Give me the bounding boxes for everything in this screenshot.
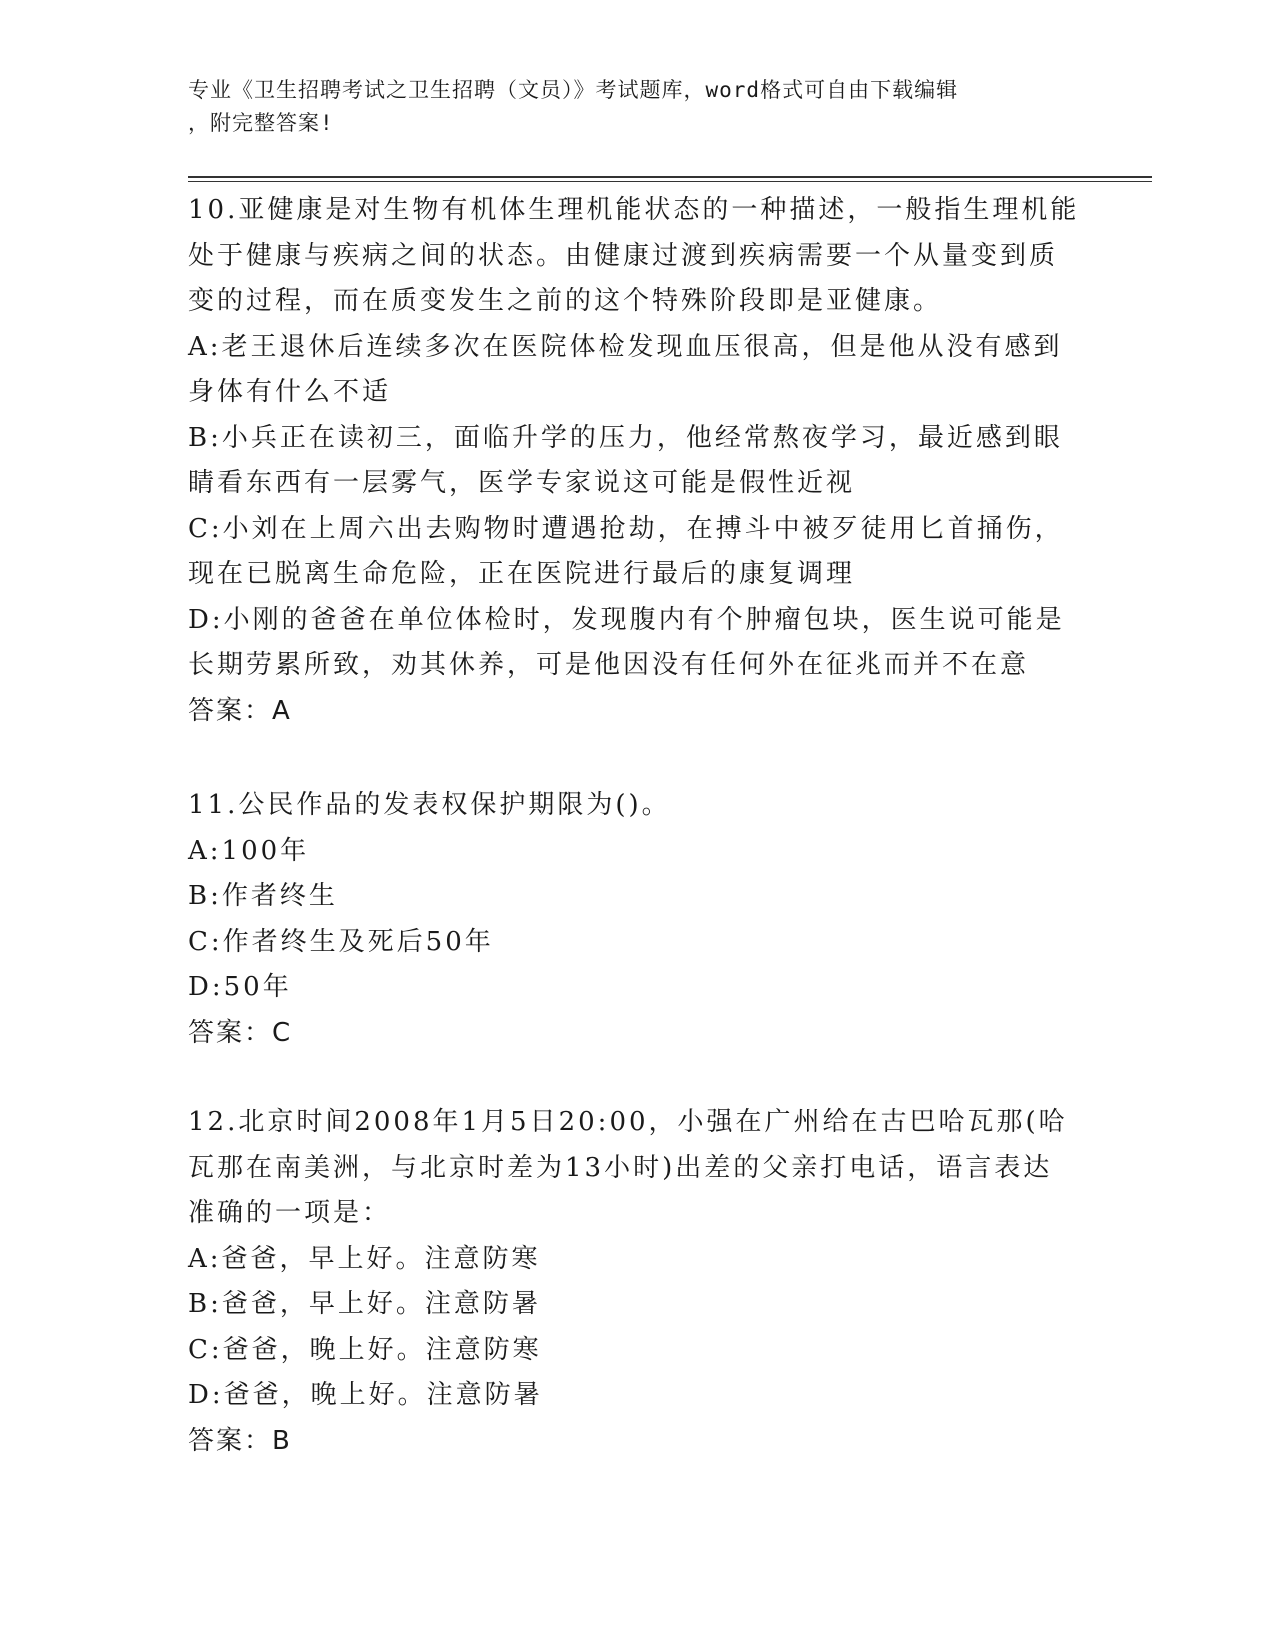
option-d-line: D:50年 [188,972,292,1002]
question-10 [188,188,1088,734]
header-line-2: ，附完整答案! [188,111,334,135]
option-a-line: A:100年 [188,835,310,866]
option-d-line: 长期劳累所致，劝其休养，可是他因没有任何外在征兆而并不在意 [188,650,1030,680]
question-11 [188,783,1088,1056]
option-a-line: A:爸爸，早上好。注意防寒 [188,1243,541,1274]
option-c-line: 现在已脱离生命危险，正在医院进行最后的康复调理 [188,559,856,589]
answer-label: 答案：A [188,695,292,726]
option-c-line: C:爸爸，晚上好。注意防寒 [188,1334,542,1365]
answer-label: 答案：C [188,1017,293,1048]
question-12 [188,1100,1088,1464]
option-a-line: A:老王退休后连续多次在医院体检发现血压很高，但是他从没有感到 [188,331,1063,362]
question-stem-line: 11.公民作品的发表权保护期限为()。 [188,790,671,820]
option-d-line: D:小刚的爸爸在单位体检时，发现腹内有个肿瘤包块，医生说可能是 [188,604,1065,635]
option-b-line: B:作者终生 [188,881,338,911]
document-header [188,74,1068,140]
option-b-line: B:爸爸，早上好。注意防暑 [188,1289,541,1319]
option-c-line: C:小刘在上周六出去购物时遭遇抢劫，在搏斗中被歹徒用匕首捅伤， [188,513,1064,544]
option-d-line: D:爸爸，晚上好。注意防暑 [188,1380,543,1410]
header-line-1: 专业《卫生招聘考试之卫生招聘（文员）》考试题库，word格式可自由下载编辑 [188,78,959,102]
header-divider-bottom [188,181,1152,182]
option-c-line: C:作者终生及死后50年 [188,926,494,957]
header-divider-top [188,176,1152,178]
option-b-line: 睛看东西有一层雾气，医学专家说这可能是假性近视 [188,468,856,498]
question-stem-line: 10.亚健康是对生物有机体生理机能状态的一种描述，一般指生理机能 [188,195,1080,225]
question-stem-line: 12.北京时间2008年1月5日20:00，小强在广州给在古巴哈瓦那(哈 [188,1107,1068,1137]
question-stem-line: 瓦那在南美洲，与北京时差为13小时)出差的父亲打电话，语言表达 [188,1152,1053,1183]
option-b-line: B:小兵正在读初三，面临升学的压力，他经常熬夜学习，最近感到眼 [188,422,1063,453]
answer-label: 答案：B [188,1425,292,1456]
question-stem-line: 处于健康与疾病之间的状态。由健康过渡到疾病需要一个从量变到质 [188,240,1059,271]
option-a-line: 身体有什么不适 [188,377,392,407]
question-stem-line: 准确的一项是： [188,1198,392,1228]
question-stem-line: 变的过程，而在质变发生之前的这个特殊阶段即是亚健康。 [188,286,943,316]
